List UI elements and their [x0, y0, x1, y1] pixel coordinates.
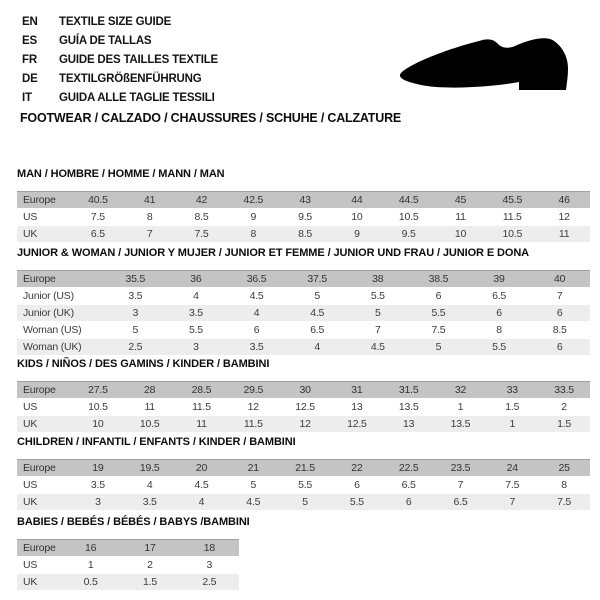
language-row-fr [22, 50, 218, 69]
language-title: TEXTILGRÖßENFÜHRUNG [59, 73, 202, 86]
size-cell: 10 [72, 416, 124, 433]
language-row-it [22, 89, 218, 108]
size-cell: 1.5 [120, 574, 179, 591]
size-cell: 11 [435, 209, 487, 226]
size-cell: 6.5 [435, 494, 487, 511]
size-cell: 45 [435, 192, 487, 209]
size-cell: 1 [435, 399, 487, 416]
size-cell: 6 [529, 305, 590, 322]
size-cell: 8.5 [176, 209, 228, 226]
size-cell: 5 [279, 494, 331, 511]
size-cell: 4.5 [227, 494, 279, 511]
row-label: Junior (US) [17, 288, 105, 305]
row-label: Europe [17, 271, 105, 288]
size-cell: 6 [529, 339, 590, 356]
size-cell: 12.5 [331, 416, 383, 433]
size-cell: 8.5 [529, 322, 590, 339]
size-cell: 4 [287, 339, 348, 356]
size-cell: 3.5 [72, 477, 124, 494]
size-cell: 42 [176, 192, 228, 209]
size-cell: 5 [287, 288, 348, 305]
size-cell: 10.5 [124, 416, 176, 433]
size-cell: 10.5 [72, 399, 124, 416]
row-label: UK [17, 494, 72, 511]
size-cell: 3.5 [226, 339, 287, 356]
size-cell: 7.5 [538, 494, 590, 511]
size-cell: 13 [383, 416, 435, 433]
size-cell: 5.5 [469, 339, 530, 356]
size-cell: 8 [227, 226, 279, 243]
size-cell: 7 [435, 477, 487, 494]
size-cell: 27.5 [72, 382, 124, 399]
size-cell: 13.5 [383, 399, 435, 416]
size-cell: 4.5 [226, 288, 287, 305]
size-table-children [17, 459, 590, 511]
size-row [17, 226, 590, 243]
language-title: TEXTILE SIZE GUIDE [59, 15, 172, 28]
size-cell: 7 [486, 494, 538, 511]
size-cell: 19 [72, 460, 124, 477]
size-cell: 41 [124, 192, 176, 209]
size-cell: 6.5 [469, 288, 530, 305]
size-cell: 38.5 [408, 271, 469, 288]
section-title: BABIES / BEBÉS / BÉBÉS / BABYS /BAMBINI [17, 516, 250, 528]
size-cell: 37.5 [287, 271, 348, 288]
size-cell: 29.5 [227, 382, 279, 399]
size-cell: 3 [180, 557, 239, 574]
size-cell: 0.5 [61, 574, 120, 591]
size-cell: 24 [486, 460, 538, 477]
size-cell: 10 [435, 226, 487, 243]
size-cell: 5.5 [279, 477, 331, 494]
size-cell: 4 [124, 477, 176, 494]
size-cell: 10 [331, 209, 383, 226]
size-cell: 13.5 [435, 416, 487, 433]
size-cell: 30 [279, 382, 331, 399]
size-cell: 19.5 [124, 460, 176, 477]
section-kids [17, 357, 590, 433]
row-label: US [17, 477, 72, 494]
size-cell: 5.5 [331, 494, 383, 511]
size-cell: 6.5 [287, 322, 348, 339]
size-cell: 2.5 [105, 339, 166, 356]
size-row [17, 494, 590, 511]
size-cell: 2 [538, 399, 590, 416]
size-cell: 36.5 [226, 271, 287, 288]
size-cell: 25 [538, 460, 590, 477]
size-cell: 1 [486, 416, 538, 433]
size-cell: 6 [469, 305, 530, 322]
size-row [17, 322, 590, 339]
size-header-row [17, 540, 239, 557]
language-code: FR [22, 53, 37, 66]
language-title: GUÍA DE TALLAS [59, 34, 152, 47]
size-cell: 20 [176, 460, 228, 477]
size-cell: 7.5 [408, 322, 469, 339]
size-cell: 1 [61, 557, 120, 574]
size-cell: 4 [176, 494, 228, 511]
size-cell: 7.5 [72, 209, 124, 226]
row-label: UK [17, 226, 72, 243]
size-cell: 9 [331, 226, 383, 243]
size-cell: 21 [227, 460, 279, 477]
size-cell: 33.5 [538, 382, 590, 399]
size-cell: 40 [529, 271, 590, 288]
size-cell: 5 [105, 322, 166, 339]
dress-shoe-icon [397, 32, 573, 94]
size-cell: 6 [383, 494, 435, 511]
row-label: Woman (UK) [17, 339, 105, 356]
size-cell: 39 [469, 271, 530, 288]
size-cell: 42.5 [227, 192, 279, 209]
size-cell: 5 [408, 339, 469, 356]
size-cell: 2 [120, 557, 179, 574]
section-babies [17, 515, 250, 591]
section-man [17, 167, 590, 243]
size-cell: 12.5 [279, 399, 331, 416]
size-row [17, 574, 239, 591]
category-title: FOOTWEAR / CALZADO / CHAUSSURES / SCHUHE / CALZATURE [20, 111, 402, 125]
size-cell: 38 [348, 271, 409, 288]
size-table-man [17, 191, 590, 243]
size-cell: 4 [166, 288, 227, 305]
language-code: DE [22, 73, 38, 86]
size-cell: 3 [105, 305, 166, 322]
size-cell: 44.5 [383, 192, 435, 209]
size-cell: 5 [348, 305, 409, 322]
size-cell: 40.5 [72, 192, 124, 209]
size-cell: 16 [61, 540, 120, 557]
row-label: UK [17, 574, 61, 591]
size-cell: 2.5 [180, 574, 239, 591]
size-cell: 5 [227, 477, 279, 494]
size-cell: 11 [176, 416, 228, 433]
size-cell: 3 [166, 339, 227, 356]
size-cell: 7 [529, 288, 590, 305]
size-cell: 6.5 [72, 226, 124, 243]
size-cell: 1.5 [538, 416, 590, 433]
row-label: Europe [17, 460, 72, 477]
size-cell: 8 [469, 322, 530, 339]
row-label: US [17, 557, 61, 574]
size-cell: 44 [331, 192, 383, 209]
size-cell: 28.5 [176, 382, 228, 399]
size-cell: 32 [435, 382, 487, 399]
section-title: MAN / HOMBRE / HOMME / MANN / MAN [17, 168, 225, 180]
size-cell: 3.5 [105, 288, 166, 305]
size-cell: 4 [226, 305, 287, 322]
size-row [17, 477, 590, 494]
size-row [17, 339, 590, 356]
size-header-row [17, 271, 590, 288]
size-header-row [17, 192, 590, 209]
language-title: GUIDE DES TAILLES TEXTILE [59, 53, 218, 66]
size-row [17, 557, 239, 574]
row-label: Europe [17, 192, 72, 209]
size-cell: 3 [72, 494, 124, 511]
size-cell: 11 [124, 399, 176, 416]
size-cell: 6 [408, 288, 469, 305]
size-cell: 1.5 [486, 399, 538, 416]
size-cell: 9 [227, 209, 279, 226]
language-code: EN [22, 15, 38, 28]
size-cell: 6 [331, 477, 383, 494]
size-table-babies [17, 539, 239, 591]
size-cell: 5.5 [408, 305, 469, 322]
size-cell: 22 [331, 460, 383, 477]
language-code: ES [22, 34, 37, 47]
size-cell: 11 [538, 226, 590, 243]
size-cell: 7 [124, 226, 176, 243]
size-cell: 3.5 [124, 494, 176, 511]
size-cell: 4.5 [348, 339, 409, 356]
size-cell: 22.5 [383, 460, 435, 477]
size-cell: 28 [124, 382, 176, 399]
size-cell: 4.5 [176, 477, 228, 494]
row-label: US [17, 399, 72, 416]
language-title: GUIDA ALLE TAGLIE TESSILI [59, 92, 215, 105]
size-cell: 33 [486, 382, 538, 399]
size-row [17, 416, 590, 433]
size-table-kids [17, 381, 590, 433]
size-cell: 9.5 [279, 209, 331, 226]
size-cell: 12 [279, 416, 331, 433]
size-header-row [17, 460, 590, 477]
row-label: UK [17, 416, 72, 433]
size-cell: 45.5 [486, 192, 538, 209]
size-cell: 13 [331, 399, 383, 416]
language-row-en [22, 12, 218, 31]
size-cell: 12 [227, 399, 279, 416]
row-label: Junior (UK) [17, 305, 105, 322]
size-cell: 7.5 [486, 477, 538, 494]
row-label: Europe [17, 540, 61, 557]
language-title-list [22, 12, 218, 108]
size-cell: 4.5 [287, 305, 348, 322]
size-row [17, 305, 590, 322]
size-cell: 31 [331, 382, 383, 399]
size-cell: 17 [120, 540, 179, 557]
size-cell: 8 [538, 477, 590, 494]
language-code: IT [22, 92, 32, 105]
size-cell: 12 [538, 209, 590, 226]
size-table-junior-woman [17, 270, 590, 356]
row-label: Woman (US) [17, 322, 105, 339]
row-label: Europe [17, 382, 72, 399]
size-cell: 11.5 [227, 416, 279, 433]
size-cell: 11.5 [176, 399, 228, 416]
size-cell: 6.5 [383, 477, 435, 494]
section-title: KIDS / NIÑOS / DES GAMINS / KINDER / BAMBINI [17, 358, 270, 370]
size-header-row [17, 382, 590, 399]
size-cell: 6 [226, 322, 287, 339]
size-row [17, 399, 590, 416]
row-label: US [17, 209, 72, 226]
size-cell: 11.5 [486, 209, 538, 226]
size-cell: 5.5 [166, 322, 227, 339]
size-cell: 7 [348, 322, 409, 339]
size-row [17, 209, 590, 226]
size-cell: 43 [279, 192, 331, 209]
size-cell: 35.5 [105, 271, 166, 288]
size-cell: 10.5 [486, 226, 538, 243]
section-title: JUNIOR & WOMAN / JUNIOR Y MUJER / JUNIOR ET FEMME / JUNIOR UND FRAU / JUNIOR E DONA [17, 247, 530, 259]
size-cell: 18 [180, 540, 239, 557]
size-cell: 10.5 [383, 209, 435, 226]
section-children [17, 435, 590, 511]
size-cell: 31.5 [383, 382, 435, 399]
size-cell: 36 [166, 271, 227, 288]
language-row-de [22, 70, 218, 89]
section-junior-woman [17, 246, 590, 356]
size-cell: 8.5 [279, 226, 331, 243]
size-cell: 3.5 [166, 305, 227, 322]
size-cell: 23.5 [435, 460, 487, 477]
section-title: CHILDREN / INFANTIL / ENFANTS / KINDER / BAMBINI [17, 436, 296, 448]
size-cell: 8 [124, 209, 176, 226]
size-row [17, 288, 590, 305]
size-cell: 7.5 [176, 226, 228, 243]
size-cell: 5.5 [348, 288, 409, 305]
size-cell: 46 [538, 192, 590, 209]
size-cell: 21.5 [279, 460, 331, 477]
size-cell: 9.5 [383, 226, 435, 243]
language-row-es [22, 31, 218, 50]
